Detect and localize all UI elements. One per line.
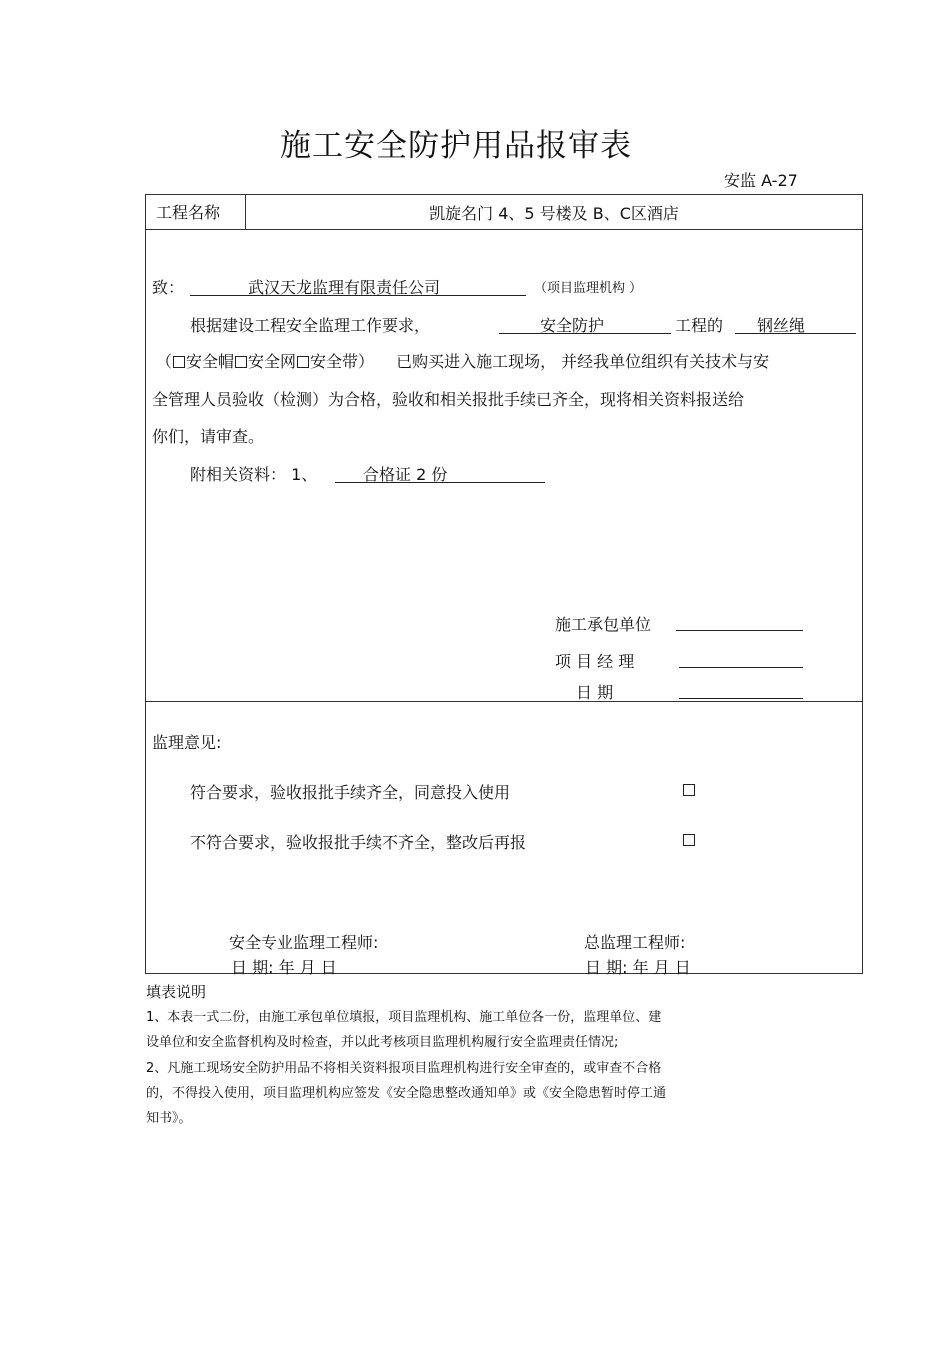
addressee-value: 武汉天龙监理有限责任公司 [248,278,441,297]
addressee-prefix: 致： [152,278,185,297]
notes-line: 知书》。 [146,1111,192,1126]
opinion-label: 监理意见: [152,733,222,752]
protection-type-value: 安全防护 [540,316,605,335]
form-title: 施工安全防护用品报审表 [280,128,632,164]
attachment-value: 合格证 2 份 [363,465,448,484]
notes-line: 设单位和安全监督机构及时检查，并以此考核项目监理机构履行安全监理责任情况; [146,1035,619,1050]
attachment-field[interactable] [335,462,545,483]
addressee-suffix: （项目监理机构 ） [534,281,643,296]
helmet-checkbox[interactable] [173,356,185,368]
safety-engineer-label: 安全专业监理工程师: [229,933,379,952]
project-name-label: 工程名称 [156,203,221,222]
net-label: 安全网 [248,352,297,371]
application-line3: 全管理人员验收（检测）为合格，验收和相关报批手续已齐全，现将相关资料报送给 [152,390,745,409]
contractor-date-field[interactable] [679,698,803,699]
notes-line: 的，不得投入使用，项目监理机构应签发《安全隐患整改通知单》或《安全隐患暂时停工通 [146,1086,667,1101]
application-line4: 你们，请审查。 [152,427,265,446]
project-name-value: 凯旋名门 4、5 号楼及 B、C区酒店 [429,204,679,223]
opinion-fail-checkbox[interactable] [683,834,695,846]
opinion-pass-text: 符合要求，验收报批手续齐全，同意投入使用 [190,783,511,802]
opinion-pass-checkbox[interactable] [683,784,695,796]
notes-line: 1、本表一式二份，由施工承包单位填报，项目监理机构、施工单位各一份，监理单位、建 [146,1010,662,1025]
net-checkbox[interactable] [235,356,247,368]
application-line2: （ 安全帽 安全网 安全带） 已购买进入施工现场， 并经我单位组织有关技术与安 [156,352,770,371]
helmet-label: 安全帽 [186,352,235,371]
application-line1-text: 根据建设工程安全监理工作要求， [190,316,431,335]
contractor-field[interactable] [676,630,803,631]
addressee-field[interactable] [190,275,526,296]
application-line2-rest: 已购买进入施工现场， 并经我单位组织有关技术与安 [396,352,770,371]
notes-line: 2、凡施工现场安全防护用品不将相关资料报项目监理机构进行安全审查的，或审查不合格 [146,1061,662,1076]
contractor-label: 施工承包单位 [555,615,652,634]
form-code: 安监 A-27 [724,171,798,190]
belt-label: 安全带） [310,352,375,371]
form-table [145,194,863,974]
chief-engineer-date: 日 期: 年 月 日 [585,958,691,977]
project-manager-field[interactable] [679,667,803,668]
divider-project-row [145,229,863,230]
notes-heading: 填表说明 [146,983,207,1001]
product-name-value: 钢丝绳 [757,316,806,335]
project-manager-label: 项 目 经 理 [555,652,635,671]
application-line1-mid: 工程的 [675,316,724,335]
opinion-fail-text: 不符合要求，验收报批手续不齐全，整改后再报 [190,833,527,852]
divider-opinion-section [145,701,863,702]
attachment-label: 附相关资料： 1、 [190,465,318,484]
product-name-field[interactable] [735,313,856,334]
chief-engineer-label: 总监理工程师: [584,933,686,952]
protection-type-field[interactable] [499,313,671,334]
belt-checkbox[interactable] [297,356,309,368]
safety-engineer-date: 日 期: 年 月 日 [231,958,337,977]
contractor-date-label: 日 期 [576,683,614,702]
